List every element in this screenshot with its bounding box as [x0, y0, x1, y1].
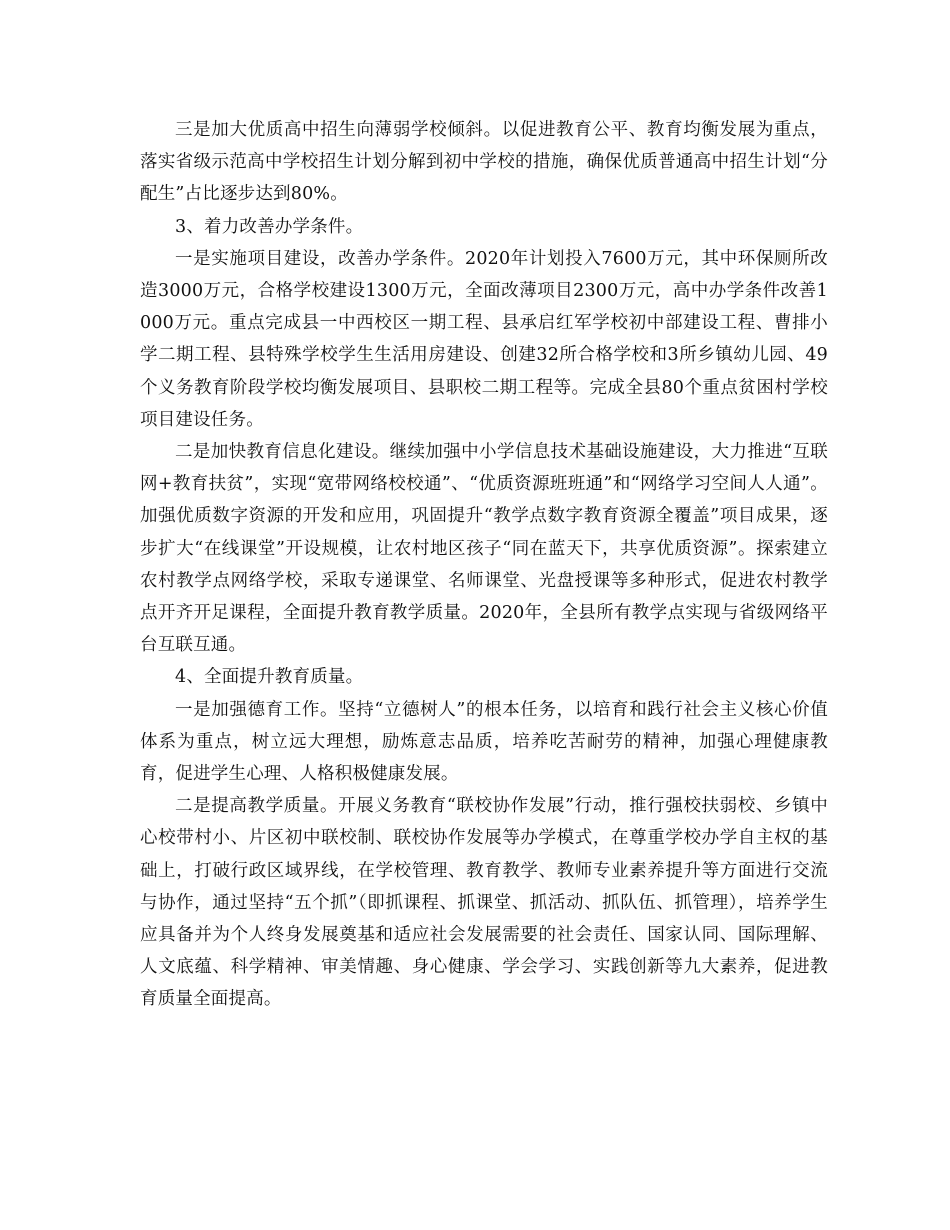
paragraph-education-informatization: 二是加快教育信息化建设。继续加强中小学信息技术基础设施建设，大力推进“互联网+教育扶贫”，实现“宽带网络校校通”、“优质资源班班通”和“网络学习空间人人通”。加强优质数字资源的开发和应用，巩固提升“教学点数字教育资源全覆盖”项目成果，逐步扩大“在线课堂”开设规模，让农村地区孩子“同在蓝天下，共享优质资源”。探索建立农村教学点网络学校，采取专递课堂、名师课堂、光盘授课等多种形式，促进农村教学点开齐开足课程，全面提升教育教学质量。2020年，全县所有教学点实现与省级网络平台互联互通。 [140, 442, 828, 656]
paragraph-project-construction: 一是实施项目建设，改善办学条件。2020年计划投入7600万元，其中环保厕所改造3000万元，合格学校建设1300万元，全面改薄项目2300万元，高中办学条件改善1000万元。重点完成县一中西校区一期工程、县承启红军学校初中部建设工程、曹排小学二期工程、县特殊学校学生生活用房建设、创建32所合格学校和3所乡镇幼儿园、49个义务教育阶段学校均衡发展项目、县职校二期工程等。完成全县80个重点贫困村学校项目建设任务。 [140, 248, 828, 430]
section-heading-3: 3、着力改善办学条件。 [175, 216, 364, 237]
paragraph-high-school-enrollment: 三是加大优质高中招生向薄弱学校倾斜。以促进教育公平、教育均衡发展为重点，落实省级示范高中学校招生计划分解到初中学校的措施，确保优质普通高中招生计划“分配生”占比逐步达到80%。 [140, 120, 828, 205]
document-body [140, 114, 828, 1016]
section-heading-4: 4、全面提升教育质量。 [175, 667, 364, 688]
paragraph-teaching-quality: 二是提高教学质量。开展义务教育“联校协作发展”行动，推行强校扶弱校、乡镇中心校带村小、片区初中联校制、联校协作发展等办学模式，在尊重学校办学自主权的基础上，打破行政区域界线，在学校管理、教育教学、教师专业素养提升等方面进行交流与协作，通过坚持“五个抓”（即抓课程、抓课堂、抓活动、抓队伍、抓管理），培养学生应具备并为个人终身发展奠基和适应社会发展需要的社会责任、国家认同、国际理解、人文底蕴、科学精神、审美情趣、身心健康、学会学习、实践创新等九大素养，促进教育质量全面提高。 [140, 796, 828, 1010]
paragraph-moral-education: 一是加强德育工作。坚持“立德树人”的根本任务，以培育和践行社会主义核心价值体系为重点，树立远大理想，励炼意志品质，培养吃苦耐劳的精神，加强心理健康教育，促进学生心理、人格积极健康发展。 [140, 699, 828, 785]
